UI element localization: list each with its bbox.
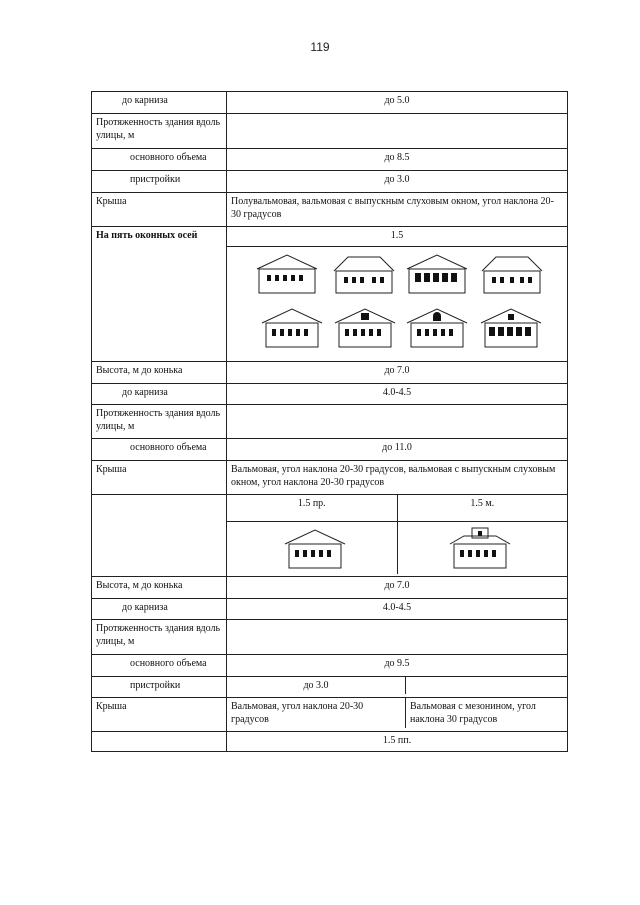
- row-value: до 11.0: [227, 439, 568, 461]
- row-extension-a: [92, 171, 568, 193]
- row-label: основного объема: [92, 149, 227, 171]
- row-value-empty: [406, 677, 568, 694]
- roof-variant-2: Вальмовая с мезонином, угол наклона 30 градусов: [410, 701, 536, 725]
- row-label: Протяженность здания вдоль улицы, м: [92, 405, 227, 439]
- row-value-cell: [227, 677, 568, 698]
- row-label: Протяженность здания вдоль улицы, м: [92, 114, 227, 149]
- row-extension-c: [92, 677, 568, 698]
- facade-drawing-1: [257, 255, 317, 293]
- row-five-window-axes: [92, 227, 568, 247]
- row-eaves-height-a: [92, 92, 568, 114]
- row-value: до 7.0: [227, 362, 568, 384]
- row-value: 4.0-4.5: [227, 599, 568, 620]
- row-label: основного объема: [92, 439, 227, 461]
- row-value: до 9.5: [227, 655, 568, 677]
- row-label: до карниза: [92, 92, 227, 114]
- row-street-length-c: [92, 620, 568, 655]
- row-value: Вальмовая, угол наклона 20-30 градусов, вальмовая с выпускным слуховым окном, угол наклона 20-30 градусов: [227, 461, 568, 495]
- facade-drawing-3: [407, 255, 467, 293]
- facade-drawing-7: [407, 309, 467, 347]
- footer-code: 1.5 пп.: [227, 732, 568, 752]
- facade-drawing-variant-1: [227, 522, 397, 574]
- row-value-empty: [227, 114, 568, 149]
- facade-drawing-variant-2: [398, 522, 562, 574]
- row-eaves-height-c: [92, 599, 568, 620]
- facade-drawing-2: [334, 257, 394, 293]
- building-parameters-table: [91, 91, 568, 752]
- row-roof-c: [92, 698, 568, 732]
- row-main-volume-b: [92, 439, 568, 461]
- row-label: Крыша: [92, 698, 227, 732]
- row-main-volume-c: [92, 655, 568, 677]
- facade-drawings-cell: [227, 247, 568, 362]
- row-value: до 7.0: [227, 577, 568, 599]
- variants-subtable: [227, 495, 567, 574]
- row-value-empty: [227, 405, 568, 439]
- row-value: до 3.0: [227, 677, 406, 694]
- row-ridge-height-c: [92, 577, 568, 599]
- row-label-empty: [92, 732, 227, 752]
- row-label: Высота, м до конька: [92, 362, 227, 384]
- row-label-empty: [92, 495, 227, 577]
- row-ridge-height-b: [92, 362, 568, 384]
- row-label: до карниза: [92, 384, 227, 405]
- row-label: до карниза: [92, 599, 227, 620]
- row-value: до 5.0: [227, 92, 568, 114]
- row-street-length-a: [92, 114, 568, 149]
- variant-2-code: 1.5 м.: [397, 495, 567, 521]
- row-value: до 3.0: [227, 171, 568, 193]
- facade-drawing-8: [481, 309, 541, 347]
- row-variants-c: [92, 495, 568, 577]
- section-heading: На пять оконных осей: [92, 227, 227, 362]
- row-label: Высота, м до конька: [92, 577, 227, 599]
- variant-1-drawing-cell: [227, 521, 397, 574]
- extension-subtable: [227, 677, 567, 694]
- facade-drawing-4: [482, 257, 542, 293]
- row-label: Крыша: [92, 193, 227, 227]
- row-value-cell: [227, 698, 568, 732]
- variant-2-drawing-cell: [397, 521, 567, 574]
- row-label: основного объема: [92, 655, 227, 677]
- row-roof-a: [92, 193, 568, 227]
- row-footer-code: [92, 732, 568, 752]
- roof-subtable: [227, 698, 567, 728]
- variant-1-code: 1.5 пр.: [227, 495, 397, 521]
- row-label: Крыша: [92, 461, 227, 495]
- row-roof-b: [92, 461, 568, 495]
- row-value: Полувальмовая, вальмовая с выпускным слуховым окном, угол наклона 20-30 градусов: [227, 193, 568, 227]
- row-label: Протяженность здания вдоль улицы, м: [92, 620, 227, 655]
- row-eaves-height-b: [92, 384, 568, 405]
- type-code: 1.5: [227, 227, 568, 247]
- variants-cell: [227, 495, 568, 577]
- roof-variant-1: Вальмовая, угол наклона 20-30 градусов: [227, 698, 406, 728]
- facade-drawing-6: [335, 309, 395, 347]
- facade-drawing-5: [262, 309, 322, 347]
- row-value: до 8.5: [227, 149, 568, 171]
- row-main-volume-a: [92, 149, 568, 171]
- row-street-length-b: [92, 405, 568, 439]
- row-label: пристройки: [92, 677, 227, 698]
- row-label: пристройки: [92, 171, 227, 193]
- row-value-empty: [227, 620, 568, 655]
- facade-drawings-grid: [227, 247, 567, 361]
- row-value: 4.0-4.5: [227, 384, 568, 405]
- page-number: 119: [310, 40, 330, 54]
